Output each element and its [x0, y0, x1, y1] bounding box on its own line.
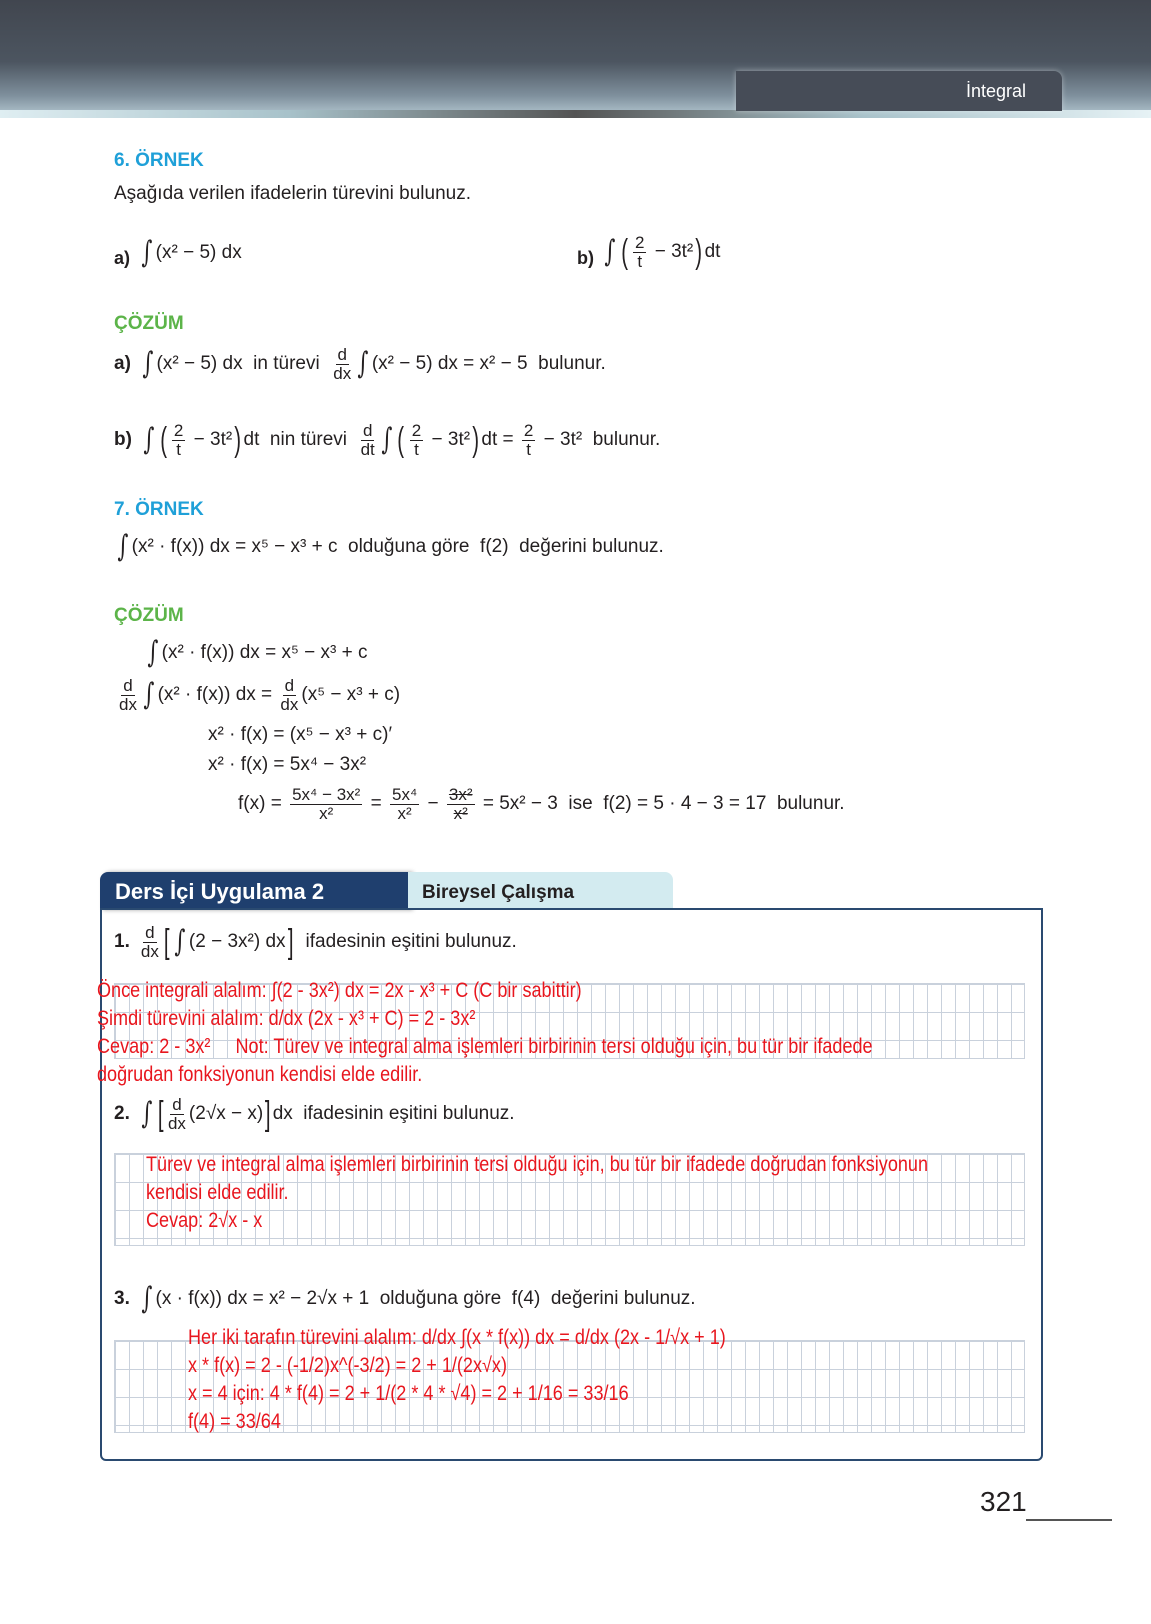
section-title: İntegral [965, 81, 1026, 101]
integral-sign: ∫ [143, 677, 155, 713]
answer-line: x * f(x) = 2 - (-1/2)x^(-3/2) = 2 + 1/(2x√x) [188, 1354, 507, 1377]
fraction [522, 422, 535, 459]
math-text: (x² · f(x)) dx = x⁵ − x³ + c olduğuna göre f(2) değerini bulunuz. [131, 536, 664, 557]
answer-1 [97, 977, 873, 1089]
math-text: (x² − 5) dx = x² − 5 bulunur. [371, 353, 606, 375]
bracket: ] [287, 923, 294, 962]
solution-6-b [114, 422, 660, 459]
denominator: dx [140, 941, 159, 961]
fraction [168, 1096, 186, 1133]
page-number-rule [1026, 1519, 1112, 1521]
denominator: x² [453, 803, 468, 823]
example-7-prompt [114, 529, 664, 564]
fraction [119, 677, 137, 714]
section-tab [736, 71, 1062, 111]
numerator: d [123, 676, 133, 695]
answer-line: doğrudan fonksiyonun kendisi elde edilir. [97, 1063, 423, 1086]
math-text: x² · f(x) = 5x⁴ − 3x² [208, 754, 367, 775]
question-3 [114, 1281, 696, 1316]
integral-sign: ∫ [147, 635, 159, 670]
bracket: ) [472, 421, 480, 460]
item-number: 3. [114, 1288, 130, 1309]
numerator: 2 [634, 233, 645, 252]
math-text: (x² · f(x)) dx = [157, 684, 278, 706]
fraction [447, 786, 475, 823]
numerator: d [362, 421, 373, 440]
item-number: 1. [114, 931, 130, 953]
answer-2 [146, 1151, 928, 1235]
integral-sign: ∫ [174, 924, 186, 960]
denominator: x² [397, 803, 412, 823]
denominator: x² [319, 803, 334, 823]
numerator: 2 [523, 421, 534, 440]
fraction [333, 346, 351, 383]
numerator: 2 [411, 421, 422, 440]
denominator: t [414, 439, 419, 459]
integral-sign: ∫ [141, 1096, 153, 1132]
numerator: 5x⁴ [392, 785, 418, 804]
integral-sign: ∫ [142, 346, 154, 382]
fraction [280, 677, 298, 714]
bracket: [ [163, 923, 170, 962]
math-text: (x² · f(x)) dx = x⁵ − x³ + c [161, 642, 368, 663]
solution-7-step [116, 677, 400, 714]
integral-sign: ∫ [141, 235, 153, 270]
part-b-label: b) [577, 248, 594, 268]
answer-3 [188, 1324, 726, 1436]
denominator: t [637, 251, 643, 271]
solution-6-title: ÇÖZÜM [114, 313, 184, 334]
example-6-title: 6. ÖRNEK [114, 150, 204, 171]
math-text: − 3t² [426, 429, 471, 451]
math-text: ifadesinin eşitini bulunuz. [295, 931, 517, 953]
part-a-label: a) [114, 248, 131, 268]
integral-sign: ∫ [117, 529, 129, 564]
numerator: d [145, 923, 155, 942]
practice-tab [100, 872, 410, 910]
numerator: d [284, 676, 295, 695]
header-divider [0, 110, 1151, 118]
math-text: − 3t² [649, 241, 694, 263]
example-6-a-expression [138, 235, 242, 270]
numerator: 2 [173, 421, 184, 440]
answer-line: Cevap: 2√x - x [146, 1209, 263, 1232]
answer-line: Önce integrali alalım: ∫(2 - 3x²) dx = 2x - x³ + C (C bir sabittir) [97, 979, 582, 1002]
denominator: dx [333, 363, 352, 383]
practice-subtitle: Bireysel Çalışma [422, 882, 575, 903]
answer-line: Her iki tarafın türevini alalım: d/dx ∫(x * f(x)) dx = d/dx (2x - 1/√x + 1) [188, 1326, 726, 1349]
solution-7-step [144, 635, 368, 670]
item-number: b) [114, 429, 132, 451]
denominator: dx [280, 694, 299, 714]
answer-line: f(4) = 33/64 [188, 1410, 281, 1433]
example-6-b-expression [601, 234, 720, 271]
math-text: (x² − 5) dx [155, 242, 242, 263]
fraction [633, 234, 646, 271]
answer-line: kendisi elde edilir. [146, 1181, 289, 1204]
answer-line: x = 4 için: 4 * f(4) = 2 + 1/(2 * 4 * √4) = 2 + 1/16 = 33/16 [188, 1382, 629, 1405]
solution-7-step [238, 786, 845, 823]
math-text: dt [704, 241, 721, 263]
bracket: ] [265, 1095, 271, 1134]
denominator: dx [167, 1113, 186, 1133]
math-text: (2 − 3x²) dx [188, 931, 286, 953]
page-number: 321 [980, 1486, 1027, 1517]
practice-subtab [408, 872, 673, 910]
fraction [390, 786, 419, 823]
item-number: a) [114, 353, 131, 375]
fraction [410, 422, 423, 459]
numerator: d [172, 1095, 182, 1114]
math-text: = [365, 793, 387, 815]
solution-7-step [208, 724, 392, 746]
math-text: x² · f(x) = (x⁵ − x³ + c)′ [208, 724, 393, 745]
math-text: − [422, 793, 444, 815]
math-text: dt nin türevi [243, 429, 358, 451]
solution-7-step [208, 754, 366, 776]
bracket: ( [620, 233, 628, 272]
math-text: (x⁵ − x³ + c) [301, 684, 401, 706]
integral-sign: ∫ [143, 422, 155, 458]
solution-6-a [114, 346, 606, 383]
bracket: ) [234, 421, 242, 460]
integral-sign: ∫ [357, 346, 369, 382]
answer-line: Cevap: 2 - 3x² Not: Türev ve integral alma işlemleri birbirinin tersi olduğu için, bu tür bir ifadede [97, 1035, 873, 1058]
denominator: dx [119, 694, 137, 714]
math-text: (2√x − x) [188, 1103, 264, 1125]
numerator: 3x² [448, 785, 473, 804]
integral-sign: ∫ [604, 234, 616, 270]
fraction [172, 422, 185, 459]
math-text: = 5x² − 3 ise f(2) = 5 · 4 − 3 = 17 bulunur. [477, 793, 845, 815]
math-text: (x² − 5) dx in türevi [156, 353, 331, 375]
math-text: − 3t² bulunur. [538, 429, 661, 451]
bracket: ) [695, 233, 703, 272]
example-6-prompt: Aşağıda verilen ifadelerin türevini bulunuz. [114, 183, 471, 204]
bracket: ( [159, 421, 167, 460]
fraction [141, 924, 159, 961]
numerator: d [337, 345, 347, 364]
answer-line: Türev ve integral alma işlemleri birbirinin tersi olduğu için, bu tür bir ifadede doğrudan fonksiyonun [146, 1153, 929, 1176]
numerator: 5x⁴ − 3x² [292, 785, 361, 804]
denominator: t [526, 439, 531, 459]
math-text: − 3t² [188, 429, 233, 451]
fraction [290, 786, 362, 823]
fraction [361, 422, 375, 459]
question-1 [114, 924, 517, 961]
bracket: ( [397, 421, 405, 460]
solution-7-title: ÇÖZÜM [114, 605, 184, 626]
denominator: dt [360, 439, 375, 459]
item-number: 2. [114, 1103, 130, 1125]
integral-sign: ∫ [381, 422, 393, 458]
question-2 [114, 1096, 515, 1133]
example-7-title: 7. ÖRNEK [114, 499, 204, 520]
math-text: (x · f(x)) dx = x² − 2√x + 1 olduğuna göre f(4) değerini bulunuz. [155, 1288, 696, 1309]
math-text: f(x) = [238, 793, 288, 815]
math-text: dx ifadesinin eşitini bulunuz. [272, 1103, 515, 1125]
integral-sign: ∫ [141, 1281, 153, 1316]
practice-title: Ders İçi Uygulama 2 [115, 879, 325, 904]
answer-line: Şimdi türevini alalım: d/dx (2x - x³ + C) = 2 - 3x² [97, 1007, 476, 1030]
denominator: t [176, 439, 181, 459]
bracket: [ [157, 1095, 164, 1134]
math-text: dt = [481, 429, 519, 451]
